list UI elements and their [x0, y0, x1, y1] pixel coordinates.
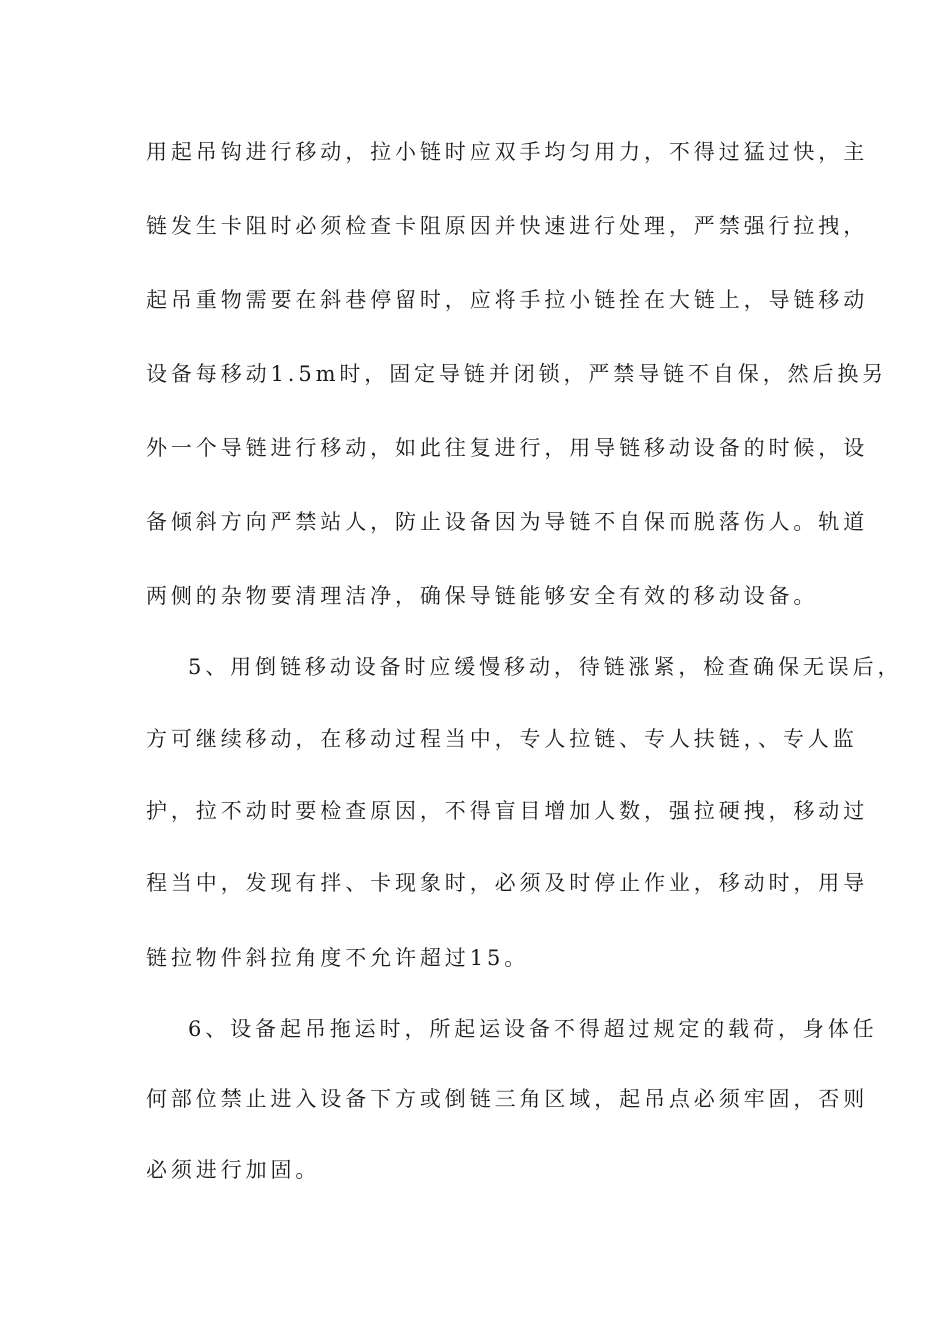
text-line: 用起吊钩进行移动，拉小链时应双手均匀用力，不得过猛过快，主 [146, 140, 869, 164]
text-line: 外一个导链进行移动，如此往复进行，用导链移动设备的时候，设 [146, 436, 869, 460]
paragraph-5-first-line: 5、用倒链移动设备时应缓慢移动，待链涨紧，检查确保无误后， [188, 655, 903, 679]
text-line: 链发生卡阻时必须检查卡阻原因并快速进行处理，严禁强行拉拽， [146, 214, 869, 238]
text-line: 方可继续移动，在移动过程当中，专人拉链、专人扶链，、专人监 [146, 727, 858, 751]
text-line: 必须进行加固。 [146, 1158, 321, 1182]
text-line: 护，拉不动时要检查原因，不得盲目增加人数，强拉硬拽，移动过 [146, 799, 869, 823]
paragraph-6-first-line: 6、设备起吊拖运时，所起运设备不得超过规定的载荷，身体任 [188, 1017, 878, 1041]
text-line: 链拉物件斜拉角度不允许超过15。 [146, 946, 530, 970]
text-line: 起吊重物需要在斜巷停留时，应将手拉小链拴在大链上，导链移动 [146, 288, 869, 312]
text-line: 何部位禁止进入设备下方或倒链三角区域，起吊点必须牢固，否则 [146, 1087, 869, 1111]
text-line: 两侧的杂物要清理洁净，确保导链能够安全有效的移动设备。 [146, 584, 819, 608]
text-line: 备倾斜方向严禁站人，防止设备因为导链不自保而脱落伤人。轨道 [146, 510, 869, 534]
text-line: 程当中，发现有拌、卡现象时，必须及时停止作业，移动时，用导 [146, 871, 869, 895]
text-line: 设备每移动1.5m时，固定导链并闭锁，严禁导链不自保，然后换另 [146, 362, 888, 386]
